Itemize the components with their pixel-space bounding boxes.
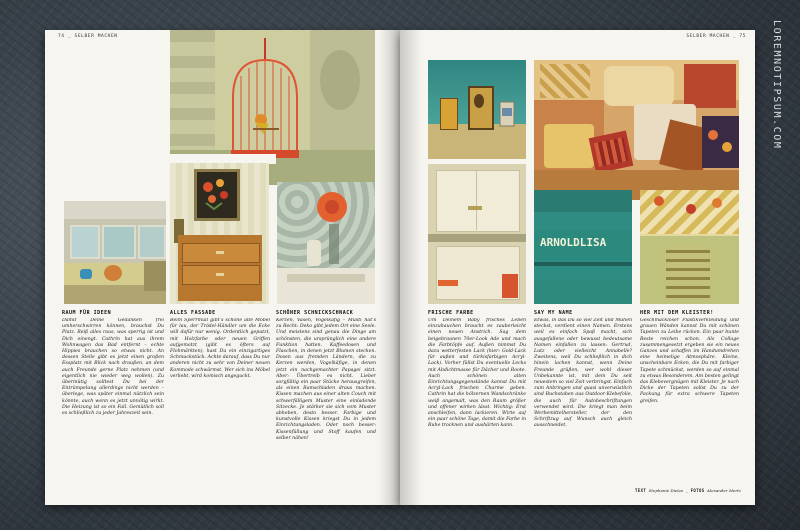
- column-heading: SCHÖNER SCHNICKSCHNACK: [276, 310, 354, 316]
- text-column-6: [640, 310, 739, 488]
- photo-shelf-icons: [428, 60, 526, 159]
- watermark: [771, 20, 785, 480]
- sign-lettering: ARNOLDLISA: [540, 236, 607, 249]
- column-body: Beim Sperrmüll gibt’s schöne alte Möbel für lau, der Trödel-Händler um die Ecke will dafür nur wenig. Ordentlich geputzt, mit Holzfarbe oder neuen Griffen aufgemotzt (gibt es öfters auf Flohmärkten), hast Du ein einzigartiges Schmuckstück. Achte darauf, dass Du nur anderen nicht zu sehr von Deiner neuen Kommode schwärmst. Wer sich ins Möbel verliebt, wird komisch angeguckt.: [170, 318, 270, 379]
- text-column-2: [170, 310, 270, 488]
- left-page-header: 74 _ SELBER MACHEN: [58, 34, 118, 39]
- credit-text-label: TEXT: [635, 488, 647, 493]
- gutter-shadow: [378, 30, 400, 505]
- text-column-3: [276, 310, 376, 488]
- left-page: [45, 30, 400, 505]
- watermark-text: LOREMNOTIPSUM.COM: [771, 20, 782, 150]
- photo-caravan-interior: [64, 201, 166, 304]
- credit-photo-label: FOTOS: [690, 488, 705, 493]
- credit-text-author: Stephanie Dietze: [648, 488, 684, 493]
- right-page: [400, 30, 755, 505]
- text-column-1: [62, 310, 164, 488]
- column-body: Damit Deine Gedanken frei umherschwirren können, brauchst Du Platz. Reiß alles raus, was sperrig ist und Dich einengt. Cathrin hat aus ihrem Wohnwagen das Bad entfernt – echte Hippies brauchen so etwas nicht. An dessen Stelle gibt es jetzt einen großen Essplatz mit Blick nach draußen, an dem auch Freunde gerne Platz nehmen (und eigentlich nie wieder weg wollen). Zu übermütig solltest Du bei der Entrümpelung allerdings nicht werden – überlege, was später einmal nützlich sein könnte, auch wenn es jetzt unnötig wirkt. Die Heizung ist so ein Fall. Gemütlich soll es schließlich zu jeder Jahreszeit sein.: [62, 318, 164, 417]
- photo-cabinet: [428, 164, 526, 304]
- column-body: Kerzen, Vasen, Vogelkäfig – Musti hat’s zu Recht: Deko gibt jedem Ort eine Seele. Und meistens sind genau die Dinge am schönsten, die ursprünglich eine andere Funktion hatten. Kaffeedosen und Flaschen, in denen jetzt Blumen stecken. Dosen aus fremden Ländern, die zu Kerzen werden, Vogelkäfige, in denen jetzt ein nachgemachter Papagei sitzt. Aber: Übertreib es nicht. Lieber sorgfältig ein paar Stücke herausgreifen, als einen Ramschladen draus machen. Kissen machen aus einer alten Couch mit schwerfälligem Muster eine einladende Sitzecke. Je stärker sie sich vom Muster abheben, desto besser. Farbige und kunstvolle Kissen kriegst Du in jedem Einrichtungsladen. Oder noch besser: Kissenfüllung und Stoff kaufen und selber nähen!: [276, 318, 376, 441]
- photo-roses: [277, 182, 375, 304]
- column-body: Etwas, in das Du so viel Zeit und Mühen steckst, verdient einen Namen. Erstens weil es einfach Spaß macht, sich ausgefallene oder bewusst bedeutsame Namen einfallen zu lassen: Gertrud, Lutz oder vielleicht Annabelle? Zweitens, weil Du schließlich in dich hinein lachen kannst, wenn Deine Freunde grüßen, wer wohl dieser Unbekannte ist, mit dem Du seit neuestem so viel Zeit verbringst. Einfach zum Anbringen und quasi unverwüstlich sind Buchstaben aus Outdoor-Klebefolie, die auch für Autobeschriftungen verwendet wird. Die kriegt man beim Werbemittelhersteller, der den Schriftzug auf Wunsch auch gleich ausschneidet.: [534, 318, 632, 429]
- column-heading: FRISCHE FARBE: [428, 310, 474, 316]
- mug-icon: [498, 100, 518, 128]
- column-body: Geschmackloser Plastikverkleidung und grauen Wänden kannst Du mit schönen Tapeten zu Leibe rücken. Ein paar bunte Reste reichen schon. Als Collage zusammengesetzt ergeben sie ein neues Ganzes und schaffen im Handumdrehen eine heimelige Atmosphäre. Kleine, unscheinbare Ecken, die Du mit farbiger Tapete schmückst, werden so auf einmal zu etwas Besonderem. Am besten gelingt das Klebevergnügen mit Kleister. Je nach Dicke der Tapeten sollst Du zu der Packung für extra schwere Tapeten greifen.: [640, 318, 739, 404]
- flower-vase-icon: [198, 173, 234, 213]
- gutter-shadow: [400, 30, 422, 505]
- text-column-4: [428, 310, 526, 488]
- column-heading: HER MIT DEM KLEISTER!: [640, 310, 714, 316]
- photo-dresser: [170, 163, 269, 304]
- photo-name-sign: [534, 190, 632, 304]
- photo-wallpaper: [640, 190, 739, 304]
- photo-credit: TEXT Stephanie Dietze _ FOTOS Alexander Mertz: [635, 488, 741, 493]
- photo-bed-pillows: [534, 60, 739, 200]
- right-page-header: SELBER MACHEN _ 75: [686, 34, 746, 39]
- column-heading: ALLES FASSADE: [170, 310, 216, 316]
- credit-photo-author: Alexander Mertz: [707, 488, 741, 493]
- text-column-5: [534, 310, 632, 488]
- column-heading: SAY MY NAME: [534, 310, 573, 316]
- column-body: Um Deinem Baby frisches Leben einzuhauchen braucht es zauberleicht einen neuen Anstrich. Sag dem beigebraunen 70er-Look Ade und mach die Farbtöpfe auf. Außen nimmst Du dazu wetterfesten Lack (hier: Gold-Lack für außen und türkisfarbigen Acryl-Lack). Vorher füllst Du eventuelle Lecks mit Abdichtmasse für Dächer und Boote. Auch schönen alten Einrichtungsgegenstände kannst Du mit Acryl-Lack frischen Charme geben. Cathrin hat die hölzernen Wandschränke weiß angemalt, was den Raum größer und offener wirken lässt. Wichtig: Erst anschleifen, dann lackieren. Wirte auf ein paar schöne Tage, damit die Farbe in Ruhe trocknen und aushärten kann.: [428, 318, 526, 429]
- column-heading: RAUM FÜR IDEEN: [62, 310, 112, 316]
